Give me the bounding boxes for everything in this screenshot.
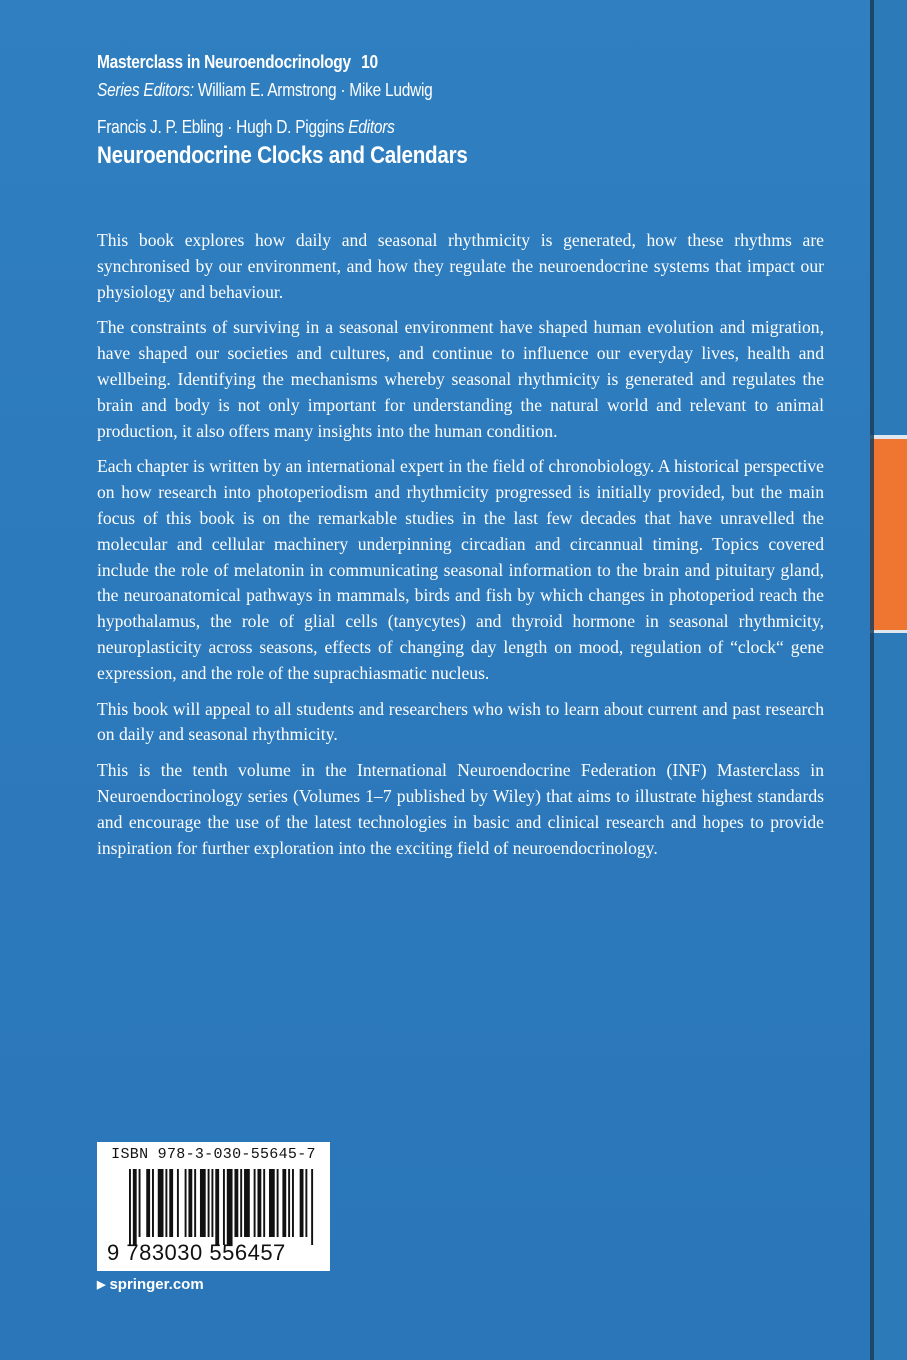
series-volume: 10 — [361, 52, 378, 72]
barcode-bar — [244, 1169, 250, 1237]
series-editors-line — [97, 76, 699, 104]
barcode-bar — [188, 1169, 192, 1237]
book-editors-line — [97, 114, 699, 140]
series-editors-label: Series Editors: — [97, 80, 194, 100]
isbn-label: ISBN 978-3-030-55645-7 — [111, 1146, 316, 1163]
barcode-bar — [139, 1169, 141, 1237]
isbn-barcode — [97, 1142, 330, 1271]
edge-blue-top — [870, 0, 907, 435]
barcode-digits: 9 783030 556457 — [107, 1240, 286, 1265]
publisher-url: springer.com — [109, 1276, 204, 1293]
edge-orange-stripe — [870, 439, 907, 630]
barcode-bar — [277, 1169, 279, 1237]
barcode-bar — [200, 1169, 206, 1237]
blurb — [97, 228, 824, 871]
barcode-bar — [223, 1169, 225, 1245]
barcode-bar — [305, 1169, 307, 1237]
barcode-bar — [177, 1169, 179, 1237]
triangle-right-icon: ▶ — [97, 1279, 106, 1291]
barcode-bar — [146, 1169, 150, 1237]
barcode-bar — [292, 1169, 294, 1237]
blurb-paragraph-3: Each chapter is written by an international expert in the field of chronobiology. A historical perspective on how research into photoperiodism and rhythmicity progressed is initially provided, but the main focus of this book is on the remarkable studies in the last few decades that have unravelled the molecular and cellular machinery underpinning circadian and circannual timing. Topics covered include the role of melatonin in communicating seasonal information to the brain and pituitary gland, the neuroanatomical pathways in mammals, birds and fish by which changes in photoperiod reach the hypothalamus, the role of glial cells (tanycytes) and thyroid hormone in seasonal rhythmicity, neuroplasticity across seasons, effects of changing day length on mood, regulation of “clock“ gene expression, and the role of the suprachiasmatic nucleus. — [97, 456, 824, 683]
barcode-bar — [263, 1169, 265, 1237]
book-title: Neuroendocrine Clocks and Calendars — [97, 142, 468, 169]
spine-edge-band — [870, 0, 907, 1360]
barcode-bars — [129, 1169, 315, 1249]
barcode-bar — [194, 1169, 196, 1237]
publisher-link[interactable] — [97, 1276, 204, 1293]
barcode-bar — [282, 1169, 286, 1237]
book-editors: Francis J. P. Ebling · Hugh D. Piggins — [97, 117, 345, 137]
barcode-bar — [311, 1169, 313, 1245]
barcode-bar — [129, 1169, 131, 1245]
barcode-bar — [240, 1169, 242, 1237]
barcode-bar — [254, 1169, 256, 1237]
barcode-bar — [208, 1169, 210, 1237]
barcode-bar — [169, 1169, 173, 1237]
series-name: Masterclass in Neuroendocrinology — [97, 52, 351, 72]
barcode-bar — [234, 1169, 238, 1237]
blurb-paragraph-5: This is the tenth volume in the International Neuroendocrine Federation (INF) Masterclass in Neuroendocrinology series (Volumes 1–7 published by Wiley) that aims to illustrate highest standards and encourage the use of the latest technologies in basic and clinical research and hopes to provide inspiration for further exploration into the exciting field of neuroendocrinology. — [97, 760, 824, 858]
barcode-bar — [288, 1169, 290, 1237]
blurb-paragraph-4: This book will appeal to all students and researchers who wish to learn about current and past research on daily and seasonal rhythmicity. — [97, 698, 824, 745]
blurb-paragraph-1: This book explores how daily and seasonal rhythmicity is generated, how these rhythms are synchronised by our environment, and how they regulate the neuroendocrine systems that impact our physiology and behaviour. — [97, 230, 824, 302]
barcode-bar — [300, 1169, 304, 1237]
edge-shadow-line — [870, 0, 874, 1360]
barcode-bar — [257, 1169, 261, 1237]
barcode-bar — [133, 1169, 137, 1245]
barcode-bar — [158, 1169, 164, 1237]
blurb-paragraph-2: The constraints of surviving in a seasonal environment have shaped human evolution and migration, have shaped our societies and cultures, and continue to influence our everyday lives, health and wellbeing. Identifying the mechanisms whereby seasonal rhythmicity is generated and regulates the brain and body is not only important for understanding the natural world and relevant to animal production, it also offers many insights into the human condition. — [97, 317, 824, 441]
cover-header — [97, 48, 797, 172]
series-editors: William E. Armstrong · Mike Ludwig — [197, 80, 433, 100]
barcode-bar — [152, 1169, 154, 1237]
barcode-bar — [165, 1169, 167, 1237]
barcode-graphic — [129, 1169, 315, 1245]
series-line — [97, 48, 699, 76]
barcode-bar — [211, 1169, 213, 1237]
barcode-bar — [185, 1169, 187, 1237]
barcode-bar — [215, 1169, 219, 1245]
barcode-bar — [269, 1169, 275, 1237]
book-editors-label: Editors — [348, 117, 395, 137]
edge-blue-bottom — [870, 633, 907, 1360]
barcode-bar — [227, 1169, 233, 1245]
